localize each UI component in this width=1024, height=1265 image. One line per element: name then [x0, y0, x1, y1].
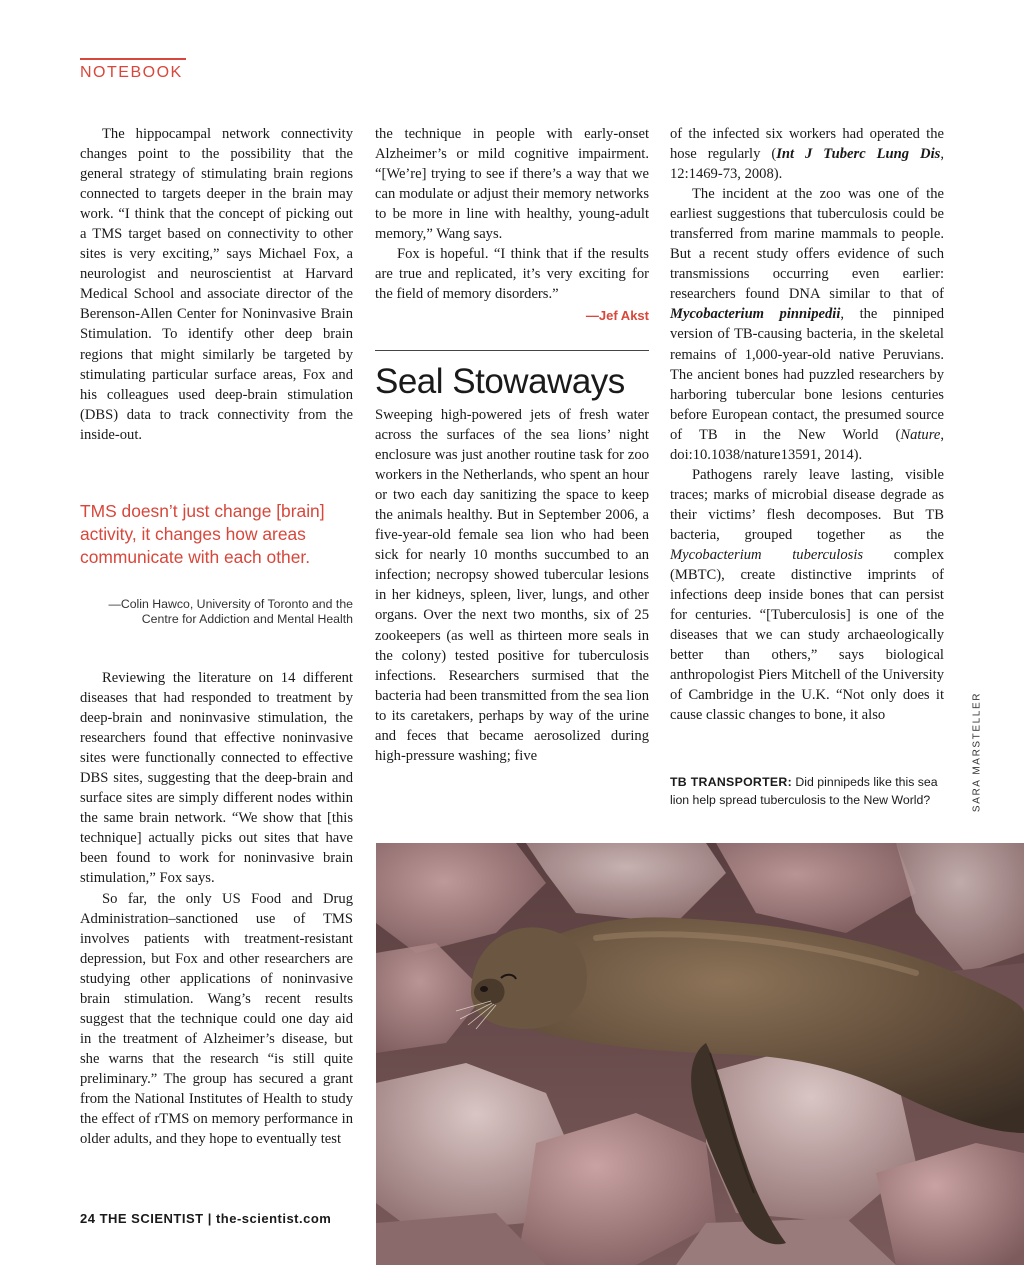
- article-headline: Seal Stowaways: [375, 362, 625, 401]
- citation-journal: Nature: [900, 426, 941, 443]
- photo-caption: [670, 773, 950, 809]
- body-paragraph: Fox is hopeful. “I think that if the results are true and replicated, it’s very exciting for the field of memory disorders.”: [375, 246, 649, 303]
- page-footer: 24 THE SCIENTIST | the-scientist.com: [80, 1211, 332, 1226]
- pull-quote-attribution: [80, 597, 353, 627]
- pull-quote-source-line-1: —Colin Hawco, University of Toronto and the: [108, 597, 353, 611]
- species-name: Mycobacterium pinnipedii: [670, 306, 841, 323]
- article-column-2-continued: [375, 405, 649, 766]
- article-column-1-continued: [80, 668, 353, 1149]
- section-label: NOTEBOOK: [80, 64, 183, 81]
- section-rule: [80, 58, 186, 60]
- pull-quote-source-line-2: Centre for Addiction and Mental Health: [141, 612, 353, 626]
- body-paragraph: Pathogens rarely leave lasting, visible traces; marks of microbial disease degrade as their victims’ flesh decomposes. But TB bacteria, grouped together as the Mycobacterium tuberculosis complex (MBTC), create distinctive imprints of infections deep inside bones that can persist for centuries. “[Tuberculosis] is one of the diseases that we can study archaeologically better than others,” says biological anthropologist Piers Mitchell of the University of Cambridge in the U.K. “Not only does it cause classic changes to bone, it also: [670, 466, 944, 724]
- species-name: Mycobacterium tuberculosis: [670, 546, 864, 563]
- citation-journal: Int J Tuberc Lung Dis: [776, 146, 941, 163]
- body-paragraph: of the infected six workers had operated the hose regularly (Int J Tuberc Lung Dis, 12:1469-73, 2008).: [670, 126, 944, 183]
- article-column-1: [80, 124, 353, 445]
- article-column-2: [375, 124, 649, 326]
- body-paragraph: Reviewing the literature on 14 different diseases that had responded to treatment by deep-brain and noninvasive stimulation, the researchers found that effective noninvasive sites were functionally connected to effective DBS sites, suggesting that the deep-brain and surface sites are simply different nodes within the same brain network. “We show that [this technique] actually picks out sites that have been found to work for noninvasive brain stimulation,” Fox says.: [80, 670, 353, 887]
- body-paragraph: the technique in people with early-onset Alzheimer’s or mild cognitive impairment. “[We’re] trying to see if there’s a way that we can modulate or adjust their memory networks to be more in line with healthy, young-adult memory,” Wang says.: [375, 126, 649, 243]
- caption-label: TB TRANSPORTER:: [670, 775, 792, 789]
- photo-credit: SARA MARSTELLER: [971, 691, 983, 813]
- sea-lion-photo: [376, 843, 1024, 1265]
- caption-text: Did pinnipeds like this sea lion help spread tuberculosis to the New World?: [670, 775, 938, 807]
- body-paragraph: The hippocampal network connectivity changes point to the possibility that the general strategy of stimulating brain regions connected to targets deeper in the brain may work. “I think that the concept of picking out a TMS target based on connectivity to other sites is very exciting,” says Michael Fox, a neurologist and neuroscientist at Harvard Medical School and associate director of the Berenson-Allen Center for Noninvasive Brain Stimulation. To identify other deep brain regions that might similarly be targeted by stimulating particular surface areas, Fox and his colleagues used deep-brain stimulation (DBS) data to track connectivity from the inside-out.: [80, 126, 353, 443]
- article-column-3: [670, 124, 944, 725]
- body-paragraph: So far, the only US Food and Drug Administration–sanctioned use of TMS involves patients with treatment-resistant depression, but Fox and other researchers are studying other applications of noninvasive brain stimulation. Wang’s recent results suggest that the technique could one day aid in the treatment of Alzheimer’s disease, but she warns that the research “is still quite preliminary.” The group has secured a grant from the National Institutes of Health to study the effect of rTMS on memory performance in older adults, and they hope to eventually test: [80, 890, 353, 1148]
- body-paragraph: Sweeping high-powered jets of fresh water across the surfaces of the sea lions’ night enclosure was just another routine task for zoo workers in the Netherlands, who spent an hour or two each day sanitizing the space to keep the animals healthy. But in September 2006, a five-year-old female sea lion who had been sick for nearly 10 months succumbed to an infection; necropsy showed tubercular lesions in her kidneys, spleen, liver, lungs, and other organs. Over the next two months, six of 25 zookeepers (as well as thirteen more seals in the colony) tested positive for tuberculosis infections. Researchers surmised that the bacteria had been transmitted from the sea lion to its caretakers, perhaps by way of the urine and feces that became aerosolized during high-pressure washing; five: [375, 407, 649, 764]
- author-byline: —Jef Akst: [585, 308, 649, 324]
- pull-quote: TMS doesn’t just change [brain] activity, it changes how areas communicate with each other.: [80, 501, 325, 567]
- headline-rule: [375, 350, 649, 351]
- body-paragraph: The incident at the zoo was one of the earliest suggestions that tuberculosis could be transferred from marine mammals to people. But a recent study offers evidence of such transmissions occurring even earlier: researchers found DNA similar to that of Mycobacterium pinnipedii, the pinniped version of TB-causing bacteria, in the skeletal remains of 1,000-year-old native Peruvians. The ancient bones had puzzled researchers by harboring tubercular bone lesions centuries before European contact, the presumed source of TB in the New World (Nature, doi:10.1038/nature13591, 2014).: [670, 186, 944, 463]
